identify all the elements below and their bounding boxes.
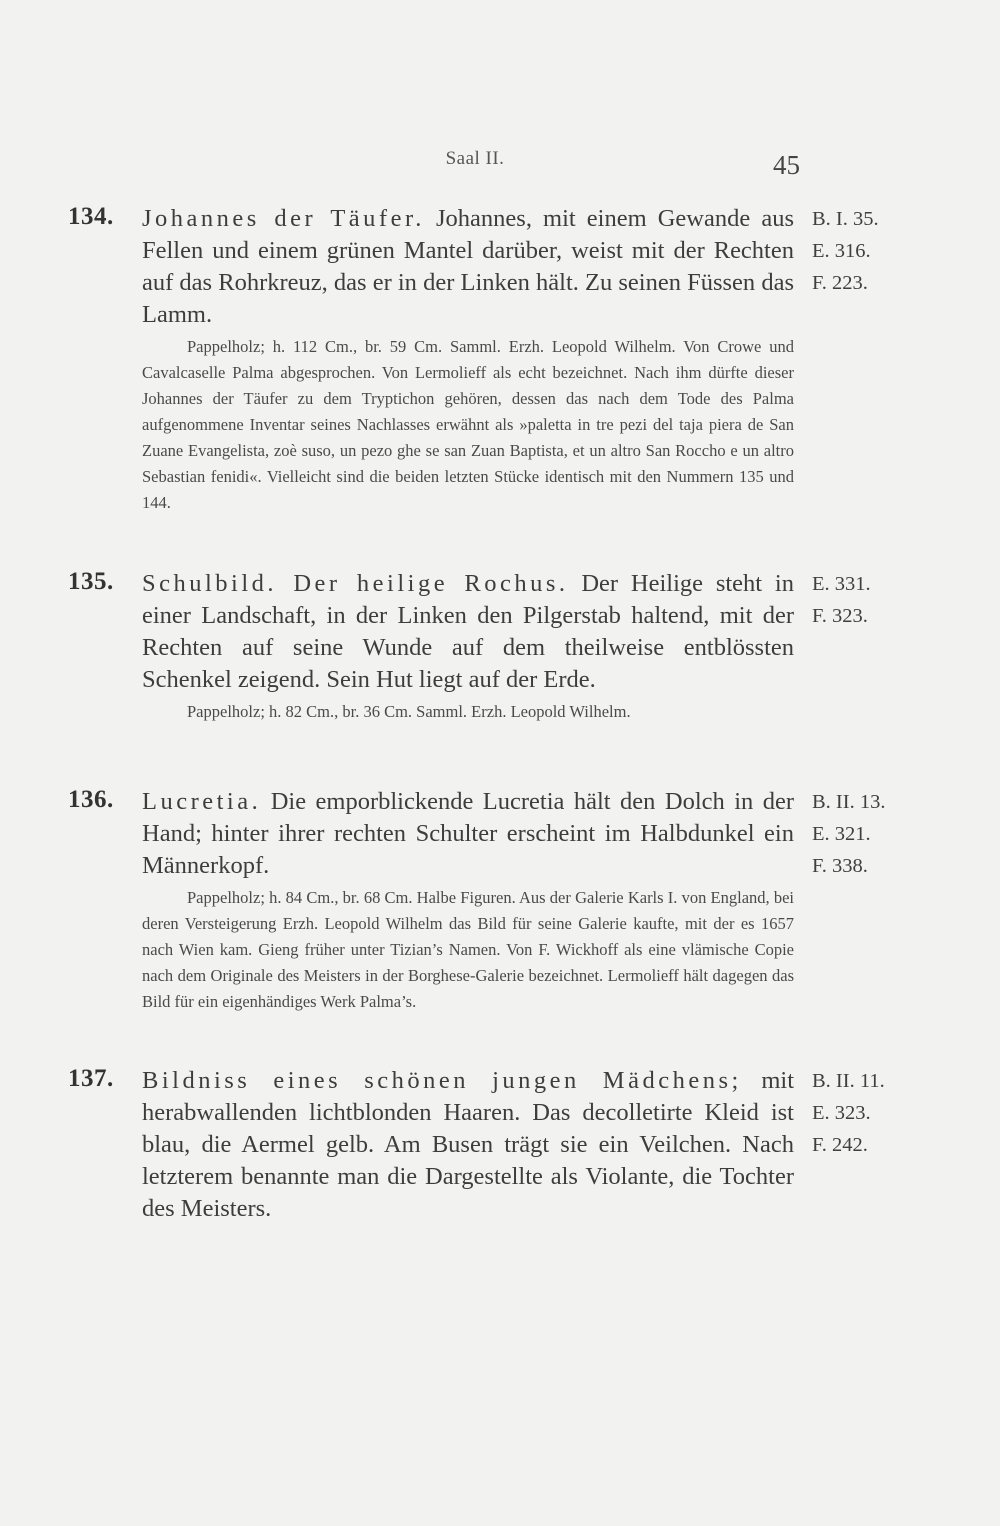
reference: B. I. 35. xyxy=(812,208,879,230)
entry-text: Die emporblickende Lucretia hält den Dolch in der Hand; hinter ihrer rechten Schulter erscheint im Halbdunkel ein Männerkopf. xyxy=(142,788,794,879)
reference: F. 338. xyxy=(812,855,868,877)
entry-title: Schulbild. Der heilige Rochus. xyxy=(142,570,569,597)
reference-list xyxy=(812,203,912,299)
entry-number: 135. xyxy=(68,568,114,595)
reference: E. 323. xyxy=(812,1102,871,1124)
reference: E. 321. xyxy=(812,823,871,845)
reference: B. II. 13. xyxy=(812,791,886,813)
entry-description xyxy=(142,786,794,882)
reference: E. 331. xyxy=(812,573,871,595)
reference: E. 316. xyxy=(812,240,871,262)
entry-number: 137. xyxy=(68,1065,114,1092)
entry-description xyxy=(142,203,794,331)
entry-text: mit herabwallenden lichtblonden Haaren. Das decolletirte Kleid ist blau, die Aermel gelb. Am Busen trägt sie ein Veilchen. Nach letzterem benannte man die Dargestellte als Violante, die Tochter des Meisters. xyxy=(142,1067,795,1222)
page-number: 45 xyxy=(773,150,800,180)
reference: F. 242. xyxy=(812,1134,868,1156)
entry-note: Pappelholz; h. 82 Cm., br. 36 Cm. Samml. Erzh. Leopold Wilhelm. xyxy=(187,702,631,721)
reference: F. 323. xyxy=(812,605,868,627)
entry-text: Johannes, mit einem Gewande aus Fellen und einem grünen Mantel darüber, weist mit der Rechten auf das Rohrkreuz, das er in der Linken hält. Zu seinen Füssen das Lamm. xyxy=(142,205,795,328)
entry-title: Johannes der Täufer. xyxy=(142,205,425,232)
reference-list xyxy=(812,1065,912,1161)
entry-number: 136. xyxy=(68,786,114,813)
entry-text: Der Heilige steht in einer Landschaft, in der Linken den Pilgerstab haltend, mit der Rechten auf seine Wunde auf dem theilweise entblössten Schenkel zeigend. Sein Hut liegt auf der Erde. xyxy=(142,570,794,693)
entry-title: Lucretia. xyxy=(142,788,262,815)
entry-note: Pappelholz; h. 112 Cm., br. 59 Cm. Samml. Erzh. Leopold Wilhelm. Von Crowe und Cavalcaselle Palma abgesprochen. Von Lermolieff als echt bezeichnet. Nach ihm dürfte dieser Johannes der Täufer zu dem Tryptichon gehören, dessen das nach dem Tode des Palma aufgenommene Inventar seines Nachlasses erwähnt als »paletta in tre pezi del taja piera de San Zuane Evangelista, zoè suso, un pezo ghe se san Zuan Baptista, et un altro San Roccho e un altro Sebastian fenidi«. Vielleicht sind die beiden letzten Stücke identisch mit den Nummern 135 und 144. xyxy=(142,337,794,512)
entry-number: 134. xyxy=(68,203,114,230)
entry-title: Bildniss eines schönen jungen Mädchens; xyxy=(142,1067,742,1094)
entry-description xyxy=(142,1065,794,1225)
reference-list xyxy=(812,568,912,632)
entry-note: Pappelholz; h. 84 Cm., br. 68 Cm. Halbe Figuren. Aus der Galerie Karls I. von England, bei deren Versteigerung Erzh. Leopold Wilhelm das Bild für seine Galerie kaufte, mit der es 1657 nach Wien kam. Gieng früher unter Tizian’s Namen. Von F. Wickhoff als eine vlämische Copie nach dem Originale des Meisters in der Borghese-Galerie bezeichnet. Lermolieff hält dagegen das Bild für ein eigenhändiges Werk Palma’s. xyxy=(142,888,794,1011)
reference-list xyxy=(812,786,912,882)
reference: F. 223. xyxy=(812,272,868,294)
running-head: Saal II. xyxy=(445,148,505,169)
entry-description xyxy=(142,568,794,696)
reference: B. II. 11. xyxy=(812,1070,885,1092)
